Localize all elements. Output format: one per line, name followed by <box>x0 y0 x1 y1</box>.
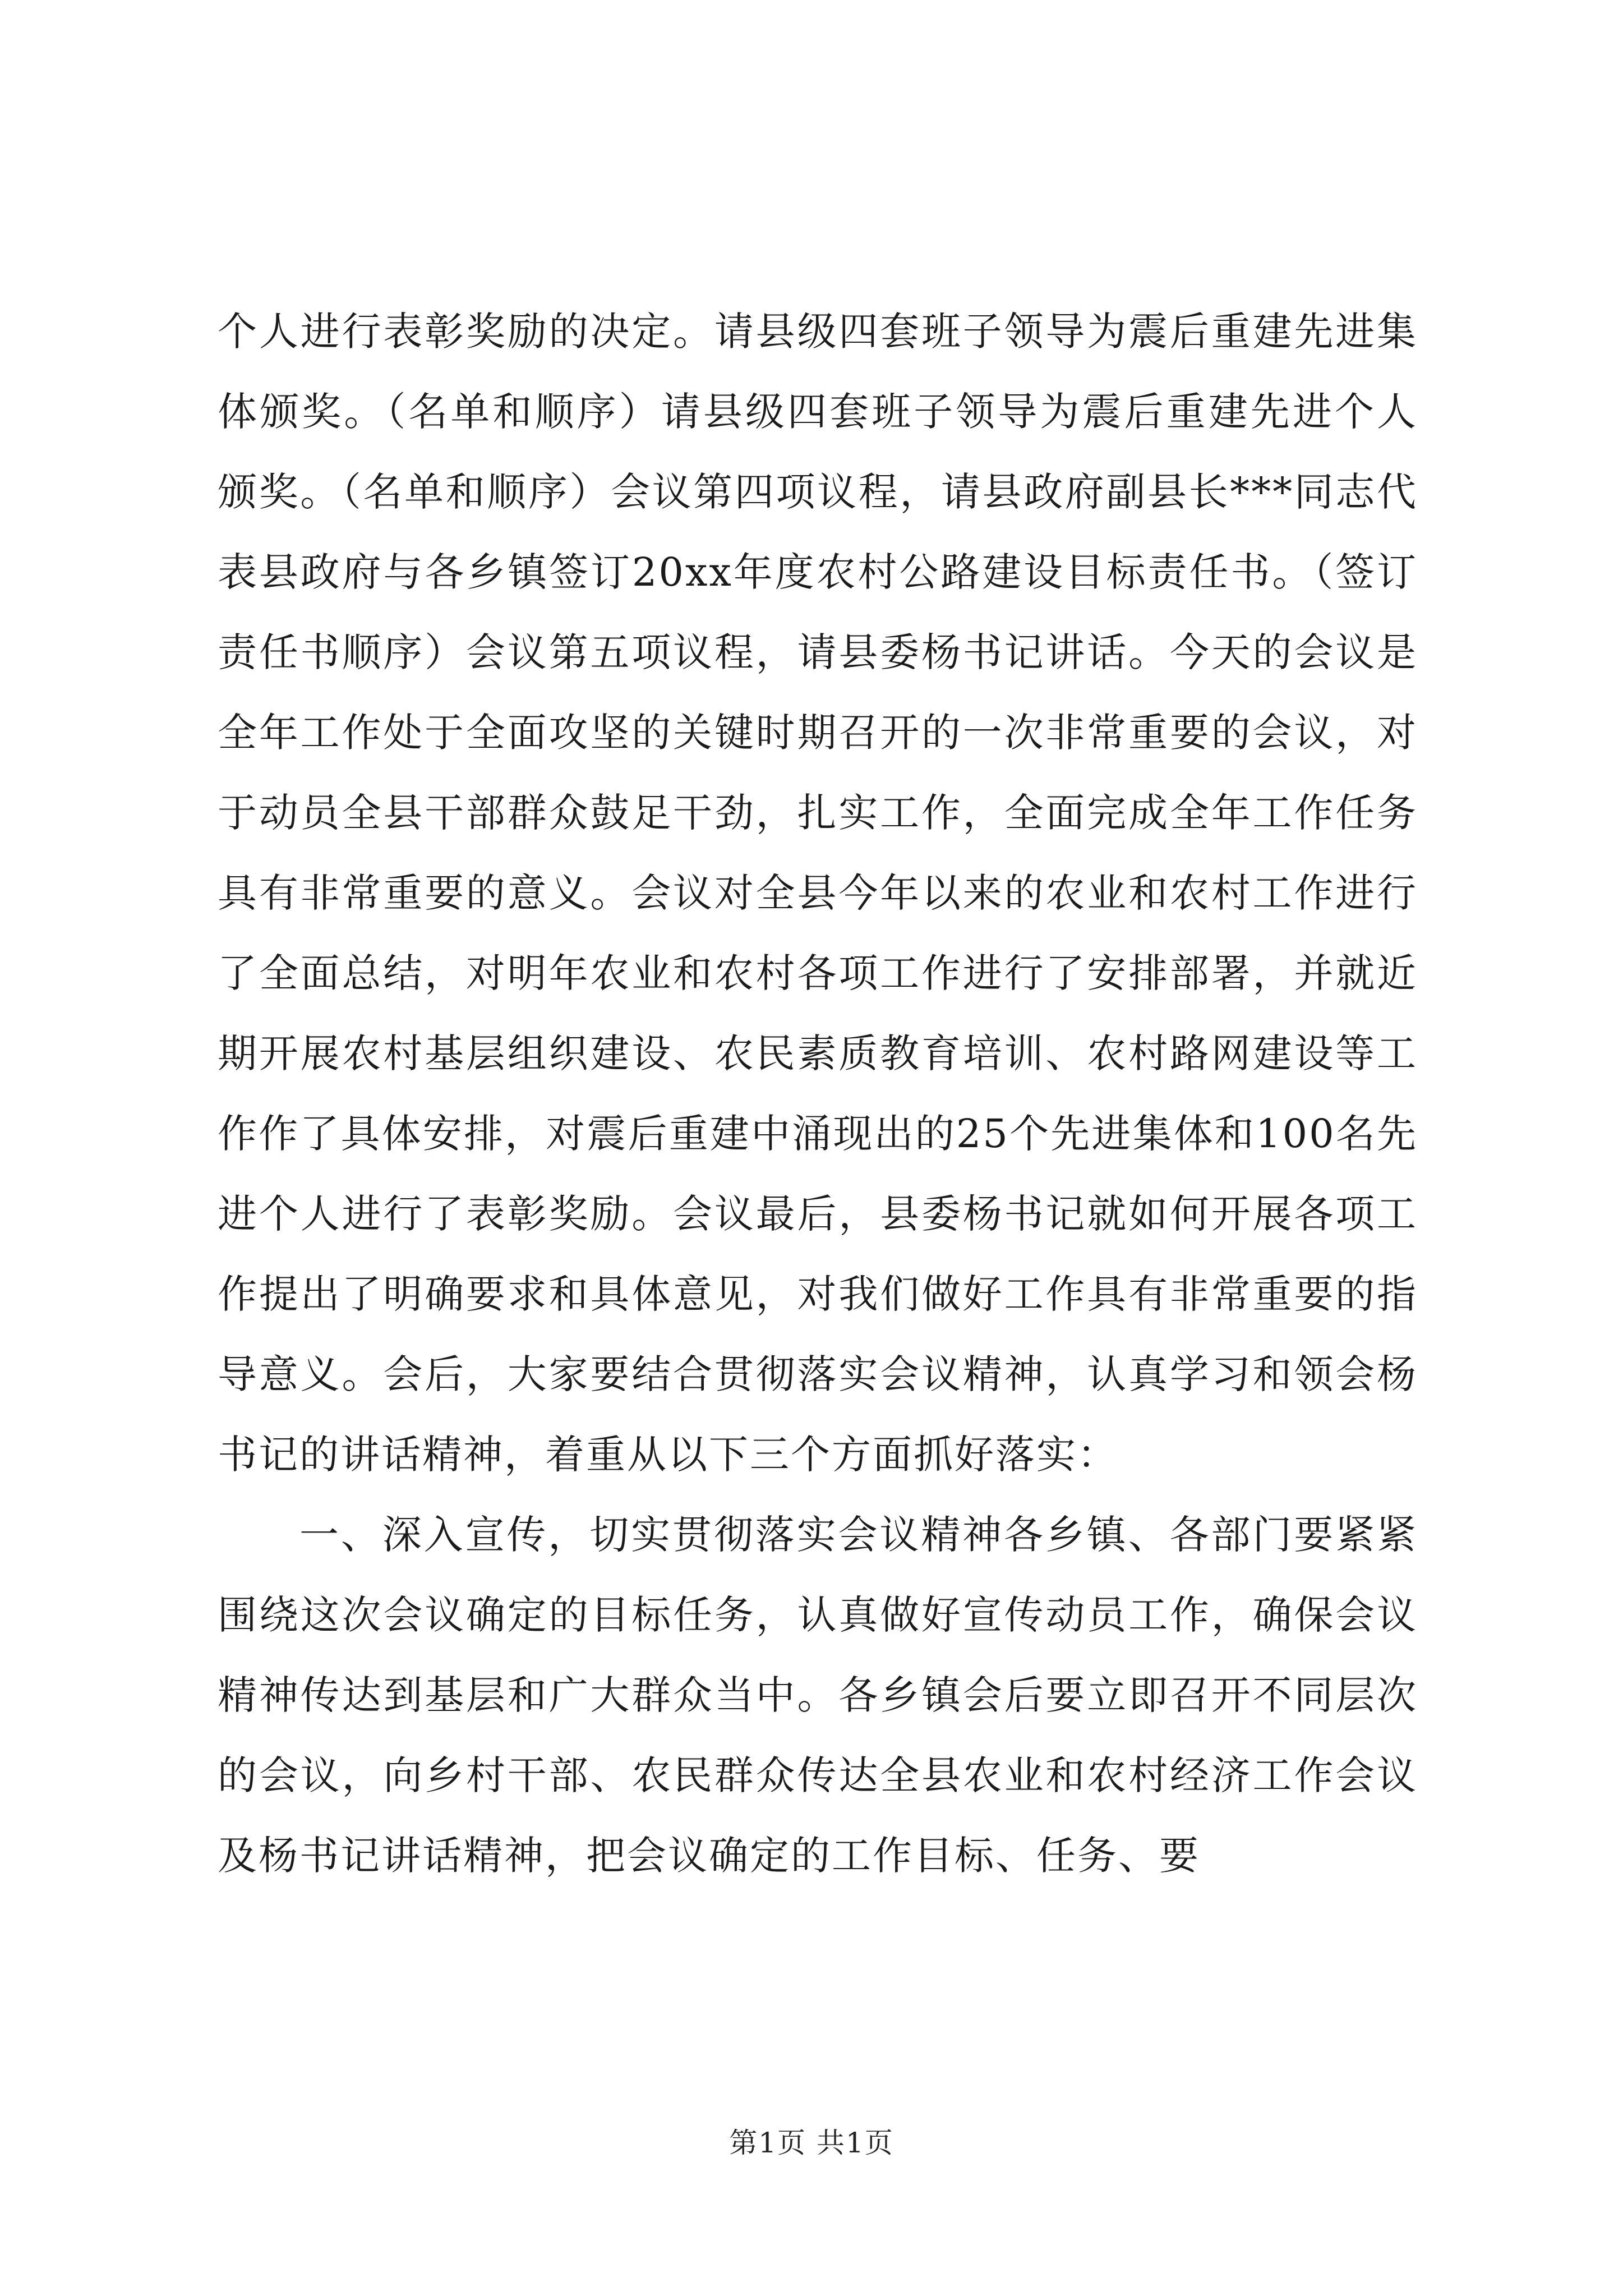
paragraph-1: 个人进行表彰奖励的决定。请县级四套班子领导为震后重建先进集体颁奖。（名单和顺序）请县级四套班子领导为震后重建先进个人颁奖。（名单和顺序）会议第四项议程，请县政府副县长***同志代表县政府与各乡镇签订20xx年度农村公路建设目标责任书。（签订责任书顺序）会议第五项议程，请县委杨书记讲话。今天的会议是全年工作处于全面攻坚的关键时期召开的一次非常重要的会议，对于动员全县干部群众鼓足干劲，扎实工作，全面完成全年工作任务具有非常重要的意义。会议对全县今年以来的农业和农村工作进行了全面总结，对明年农业和农村各项工作进行了安排部署，并就近期开展农村基层组织建设、农民素质教育培训、农村路网建设等工作作了具体安排，对震后重建中涌现出的25个先进集体和100名先进个人进行了表彰奖励。会议最后，县委杨书记就如何开展各项工作提出了明确要求和具体意见，对我们做好工作具有非常重要的指导意义。会后，大家要结合贯彻落实会议精神，认真学习和领会杨书记的讲话精神，着重从以下三个方面抓好落实： <box>218 309 1418 1478</box>
page-footer: 第1页 共1页 <box>729 2127 894 2159</box>
document-body <box>218 292 1418 1896</box>
paragraph-2: 一、深入宣传，切实贯彻落实会议精神各乡镇、各部门要紧紧围绕这次会议确定的目标任务，认真做好宣传动员工作，确保会议精神传达到基层和广大群众当中。各乡镇会后要立即召开不同层次的会议，向乡村干部、农民群众传达全县农业和农村经济工作会议及杨书记讲话精神，把会议确定的工作目标、任务、要 <box>218 1512 1418 1879</box>
